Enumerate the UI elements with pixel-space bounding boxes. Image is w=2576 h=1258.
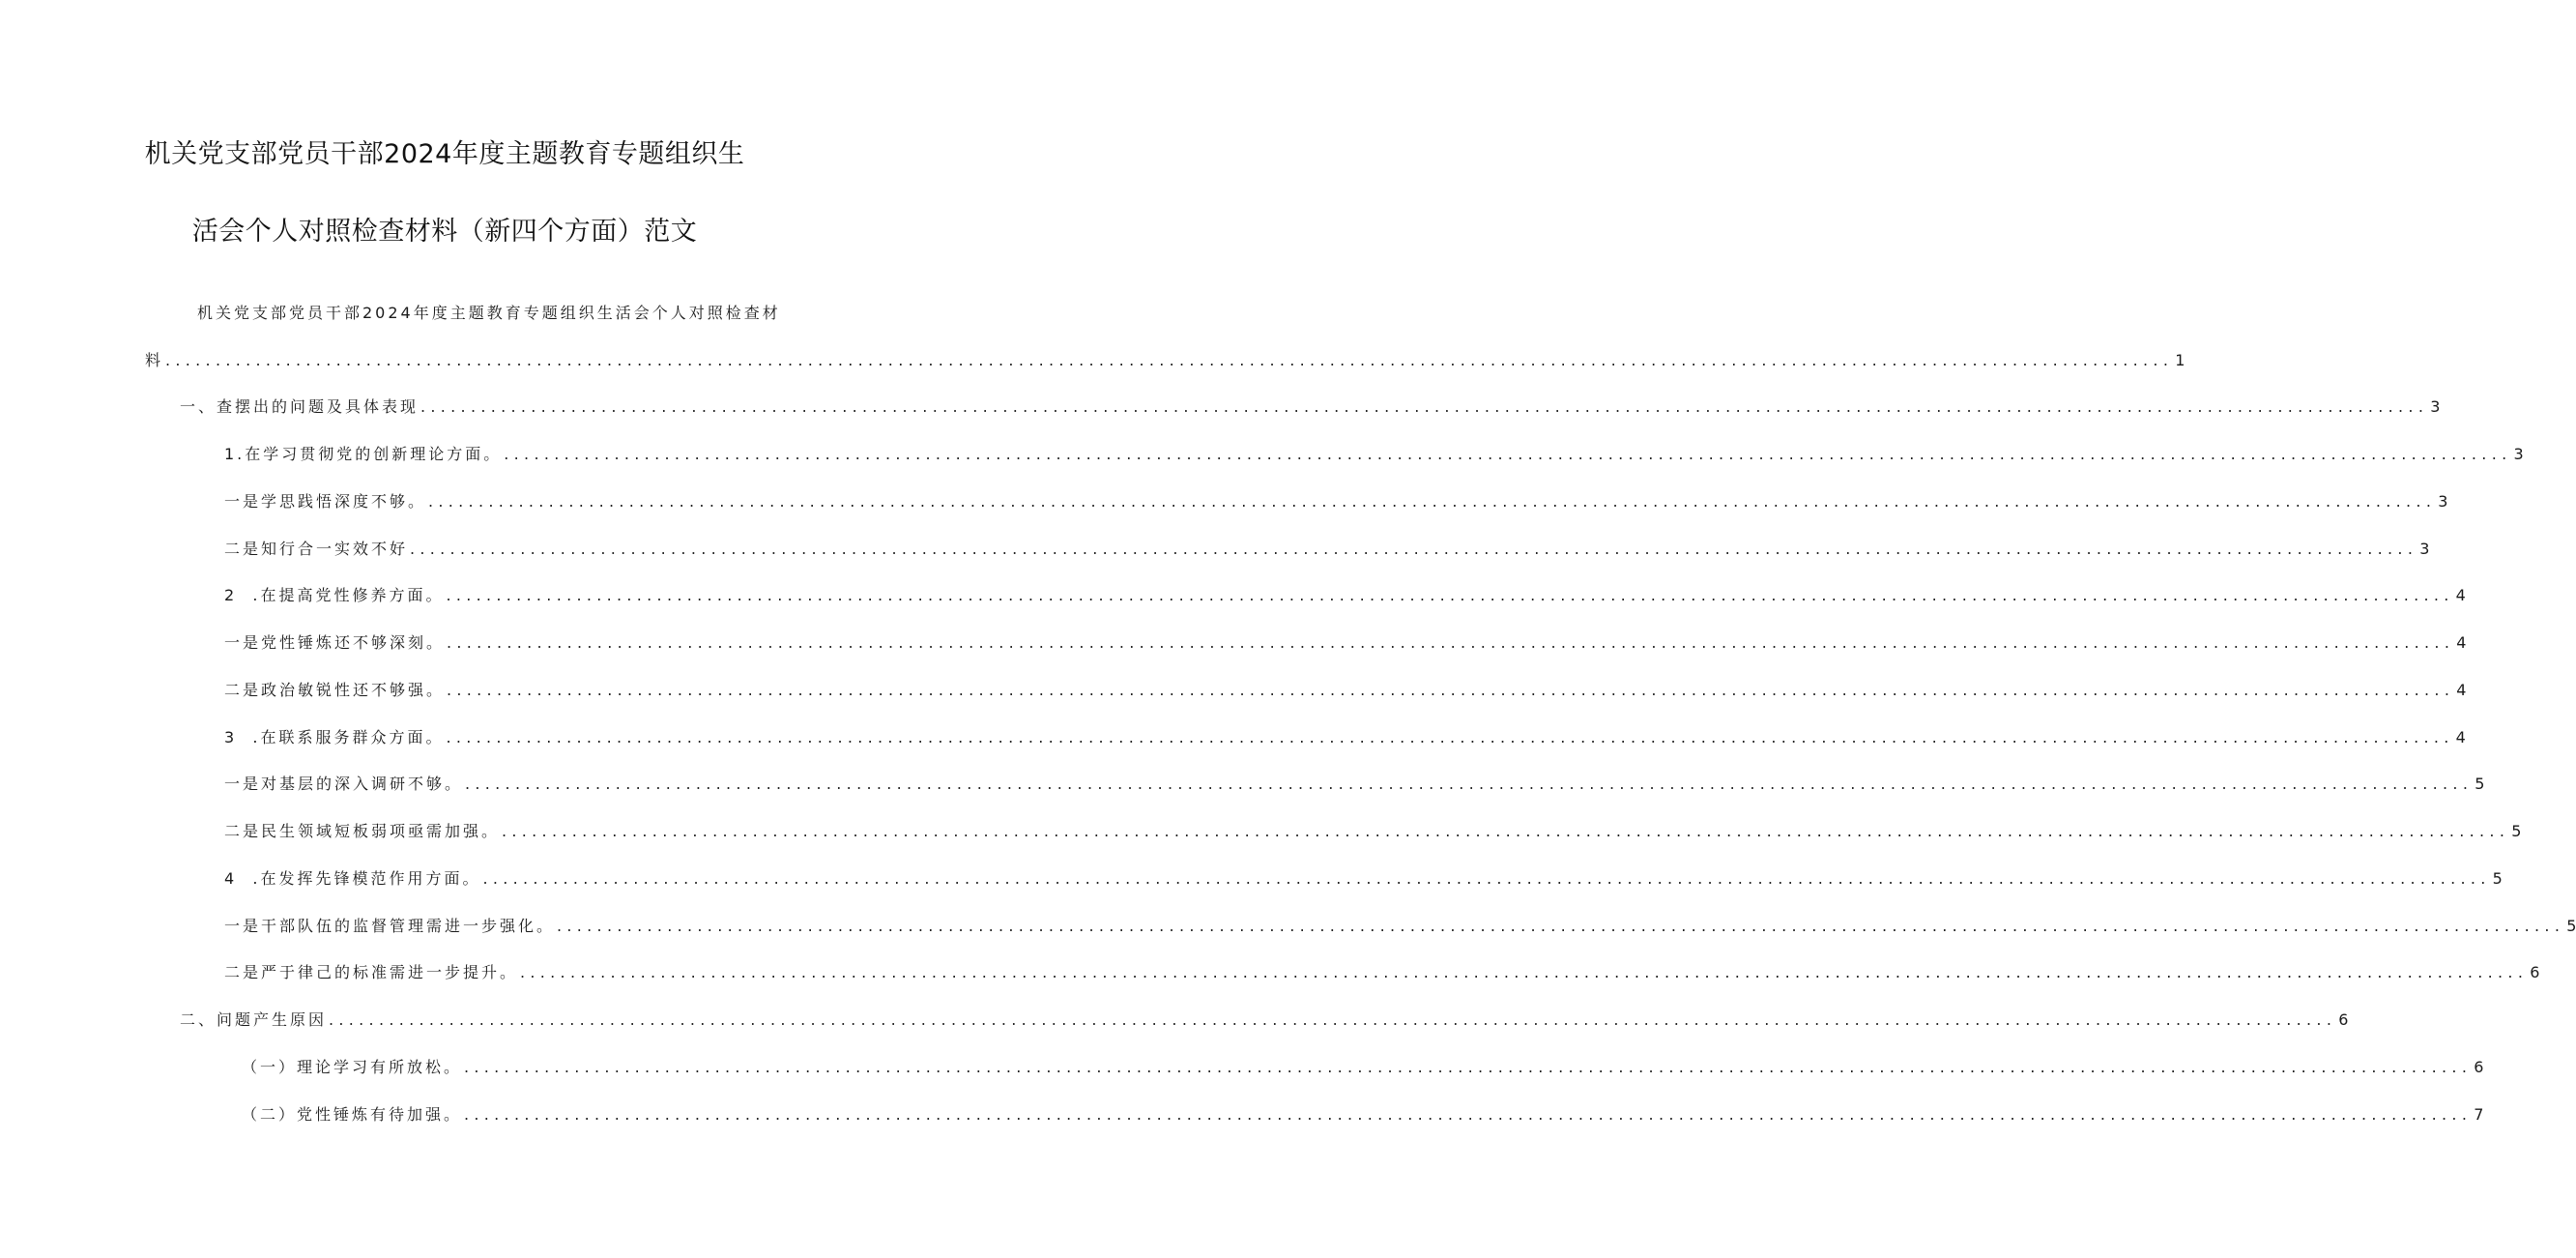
toc-entry-label: 二是政治敏锐性还不够强。 bbox=[224, 681, 446, 699]
toc-dot-leader: ........................................................................................................................................................................................................ bbox=[464, 1105, 2473, 1124]
toc-page-number: 3 bbox=[2438, 492, 2448, 511]
toc-dot-leader: ........................................................................................................................................................................................................ bbox=[465, 775, 2474, 793]
toc-page-number: 3 bbox=[2419, 540, 2430, 558]
toc-entry[interactable] bbox=[224, 632, 2467, 654]
toc-entry-first[interactable] bbox=[145, 350, 2185, 371]
toc-entry[interactable] bbox=[224, 821, 2522, 842]
toc-dot-leader: ........................................................................................................................................................................................................ bbox=[447, 633, 2455, 652]
toc-entry[interactable] bbox=[224, 962, 2540, 983]
toc-entry-label: 一是学思践悟深度不够。 bbox=[224, 492, 427, 511]
toc-entry-label: 二是严于律己的标准需进一步提升。 bbox=[224, 963, 519, 981]
toc-page-number: 5 bbox=[2492, 869, 2503, 888]
toc-entry-label: 4 .在发挥先锋模范作用方面。 bbox=[224, 869, 481, 888]
toc-page-number: 3 bbox=[2430, 397, 2441, 416]
toc-entry[interactable] bbox=[224, 444, 2524, 465]
toc-page-number: 4 bbox=[2455, 728, 2466, 746]
toc-page-number: 4 bbox=[2456, 681, 2467, 699]
toc-dot-leader: ........................................................................................................................................................................................................ bbox=[482, 869, 2491, 888]
toc-dot-leader: ........................................................................................................................................................................................................ bbox=[428, 492, 2437, 511]
toc-entry[interactable] bbox=[224, 680, 2467, 701]
toc-page-number: 1 bbox=[2175, 351, 2185, 369]
toc-dot-leader: ........................................................................................................................................................................................................ bbox=[447, 681, 2455, 699]
toc-page-number: 4 bbox=[2456, 633, 2467, 652]
toc-dot-leader: ........................................................................................................................................................................................................ bbox=[329, 1010, 2337, 1029]
toc-dot-leader: ........................................................................................................................................................................................................ bbox=[410, 540, 2418, 558]
document-title-line-2: 活会个人对照检查材料（新四个方面）范文 bbox=[191, 217, 698, 247]
toc-entry-label: 一是对基层的深入调研不够。 bbox=[224, 775, 464, 793]
toc-entry[interactable] bbox=[224, 916, 2576, 937]
toc-dot-leader: ........................................................................................................................................................................................................ bbox=[446, 728, 2454, 746]
toc-entry[interactable] bbox=[224, 585, 2466, 606]
toc-entry-label: 二是民生领域短板弱项亟需加强。 bbox=[224, 822, 501, 840]
toc-entry-label: 1.在学习贯彻党的创新理论方面。 bbox=[224, 445, 503, 463]
toc-entry-label: （二）党性锤炼有待加强。 bbox=[242, 1105, 463, 1124]
toc-dot-leader: ........................................................................................................................................................................................................ bbox=[464, 1058, 2473, 1076]
toc-page-number: 6 bbox=[2338, 1010, 2349, 1029]
toc-entry-label: 3 .在联系服务群众方面。 bbox=[224, 728, 445, 746]
toc-entry[interactable] bbox=[242, 1057, 2484, 1078]
toc-entry[interactable] bbox=[224, 727, 2466, 748]
toc-entry[interactable] bbox=[224, 774, 2485, 795]
toc-entry[interactable] bbox=[224, 868, 2503, 890]
toc-dot-leader: ........................................................................................................................................................................................................ bbox=[502, 822, 2510, 840]
toc-entry-label: 一是党性锤炼还不够深刻。 bbox=[224, 633, 446, 652]
toc-dot-leader: ........................................................................................................................................................................................................ bbox=[420, 397, 2429, 416]
toc-entry-label: 料 bbox=[145, 351, 164, 369]
toc-entry[interactable] bbox=[180, 1009, 2349, 1031]
toc-entry[interactable] bbox=[224, 491, 2448, 512]
toc-page-number: 5 bbox=[2566, 917, 2576, 935]
toc-entry-label: 二、问题产生原因 bbox=[180, 1010, 328, 1029]
toc-dot-leader: ........................................................................................................................................................................................................ bbox=[446, 586, 2454, 604]
toc-entry-label: 二是知行合一实效不好 bbox=[224, 540, 409, 558]
toc-entry-wrapped-line[interactable]: 机关党支部党员干部2024年度主题教育专题组织生活会个人对照检查材 bbox=[197, 304, 781, 322]
toc-entry[interactable] bbox=[242, 1104, 2484, 1126]
toc-page-number: 7 bbox=[2474, 1105, 2484, 1124]
toc-dot-leader: ........................................................................................................................................................................................................ bbox=[520, 963, 2529, 981]
toc-page-number: 6 bbox=[2474, 1058, 2484, 1076]
toc-dot-leader: ........................................................................................................................................................................................................ bbox=[504, 445, 2512, 463]
document-title-line-1: 机关党支部党员干部2024年度主题教育专题组织生 bbox=[144, 139, 745, 169]
toc-page-number: 3 bbox=[2513, 445, 2524, 463]
toc-entry-label: 一、查摆出的问题及具体表现 bbox=[180, 397, 420, 416]
toc-entry-label: 2 .在提高党性修养方面。 bbox=[224, 586, 445, 604]
toc-dot-leader: ........................................................................................................................................................................................................ bbox=[557, 917, 2565, 935]
toc-entry[interactable] bbox=[180, 396, 2441, 418]
toc-dot-leader: ........................................................................................................................................................................................................ bbox=[165, 351, 2174, 369]
toc-entry-label: （一）理论学习有所放松。 bbox=[242, 1058, 463, 1076]
toc-page-number: 4 bbox=[2455, 586, 2466, 604]
toc-entry[interactable] bbox=[224, 539, 2430, 560]
toc-page-number: 5 bbox=[2475, 775, 2485, 793]
toc-entry-label: 一是干部队伍的监督管理需进一步强化。 bbox=[224, 917, 556, 935]
toc-page-number: 5 bbox=[2511, 822, 2522, 840]
toc-page-number: 6 bbox=[2530, 963, 2540, 981]
